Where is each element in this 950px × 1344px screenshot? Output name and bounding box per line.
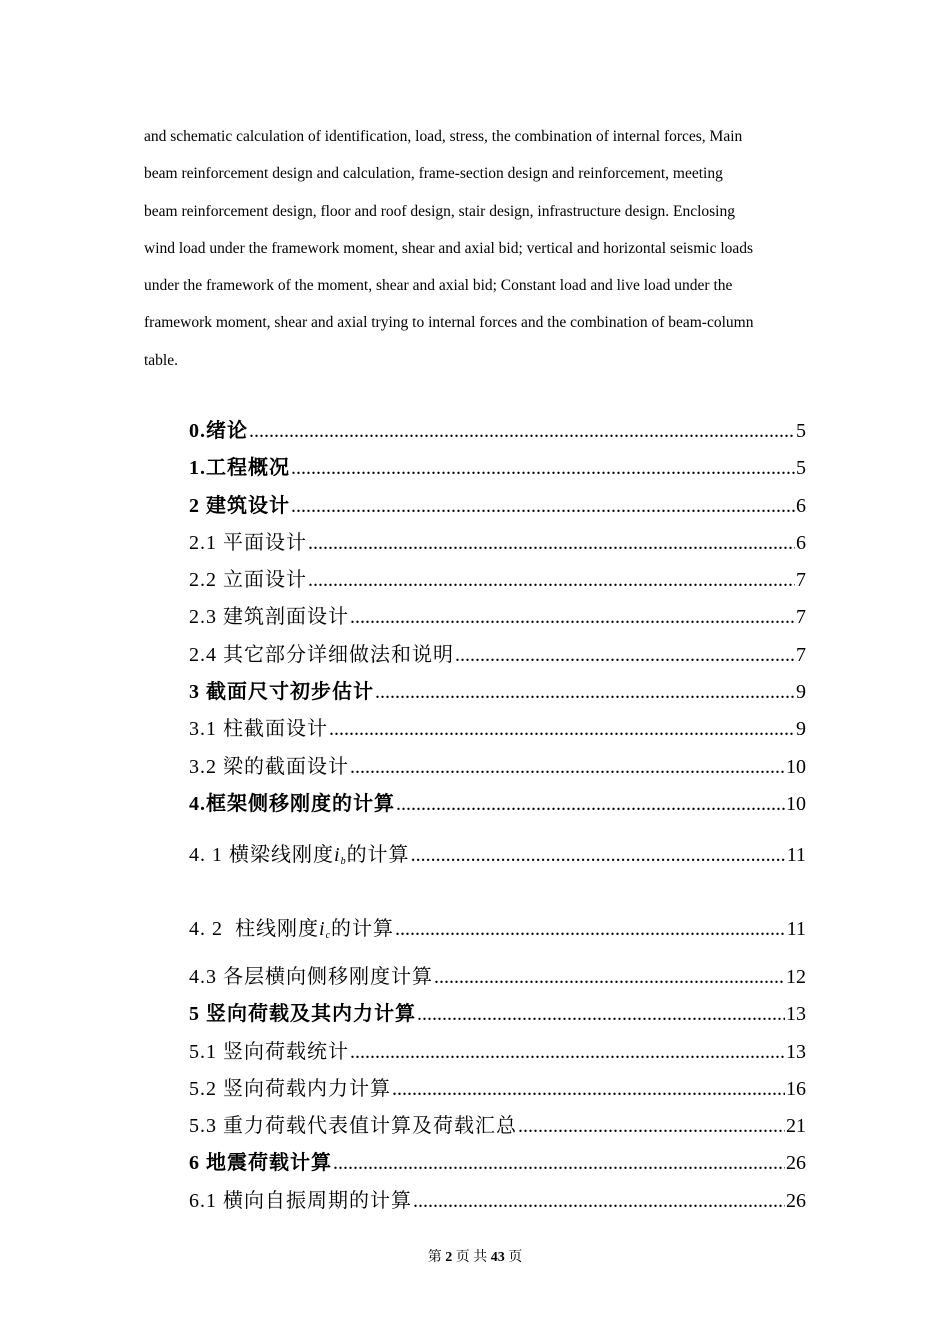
toc-entry-title: 5 竖向荷载及其内力计算 [189,1003,416,1026]
toc-entry[interactable] [189,1109,806,1146]
toc-entry-page: 5 [796,457,806,480]
toc-entry[interactable] [189,1184,806,1221]
toc-entry-page: 10 [786,755,806,778]
toc-leader-dots [417,1003,785,1026]
toc-entry-page: 11 [786,918,806,941]
toc-leader-dots [455,644,795,667]
toc-entry-title: 2.1 平面设计 [189,531,307,554]
toc-leader-dots [350,1041,785,1064]
toc-entry-title: 2 建筑设计 [189,494,290,517]
toc-entry-title: 2.4 其它部分详细做法和说明 [189,643,454,666]
toc-entry-page: 9 [796,718,806,741]
stiffness-symbol: i [334,844,341,867]
toc-entry[interactable] [189,1035,806,1072]
abstract-line: wind load under the framework moment, shear and axial bid; vertical and horizontal seismic loads [144,239,754,257]
toc-title-suffix: 的计算 [331,918,395,941]
toc-leader-dots [395,918,786,941]
toc-title-prefix: 4. 1 横梁线刚度 [189,844,334,867]
toc-entry[interactable] [189,489,806,526]
abstract-line: beam reinforcement design and calculation, frame-section design and reinforcement, meeting [144,165,723,183]
toc-leader-dots [308,532,795,555]
toc-entry-title: 4.3 各层横向侧移刚度计算 [189,966,433,989]
stiffness-subscript: b [340,856,347,868]
toc-entry[interactable] [189,563,806,600]
toc-entry[interactable] [189,750,806,787]
toc-entry-page: 7 [796,606,806,629]
stiffness-subscript: c [325,930,332,942]
toc-entry-title: 3.1 柱截面设计 [189,718,328,741]
toc-entry[interactable] [189,712,806,749]
toc-leader-dots [392,1078,785,1101]
toc-leader-dots [411,844,786,867]
toc-leader-dots [333,1152,785,1175]
toc-entry-title: 2.2 立面设计 [189,569,307,592]
toc-entry[interactable] [189,526,806,563]
toc-entry-page: 26 [786,1152,806,1175]
table-of-contents [189,414,806,1221]
toc-entry[interactable] [189,451,806,488]
toc-entry-title: 3 截面尺寸初步估计 [189,681,374,704]
toc-leader-dots [434,966,785,989]
toc-entry[interactable] [189,1072,806,1109]
toc-entry-page: 26 [786,1189,806,1212]
abstract-text [144,118,806,379]
toc-entry-title: 0.绪论 [189,420,248,442]
toc-entry-title [189,838,410,867]
toc-entry-title [189,912,394,941]
toc-entry-title: 1.工程概况 [189,457,290,480]
footer-total-pages: 43 [490,1250,505,1265]
abstract-line: table. [144,351,178,369]
toc-entry-title: 2.3 建筑剖面设计 [189,606,349,629]
toc-entry[interactable] [189,600,806,637]
toc-entry-page: 12 [786,966,806,989]
toc-entry[interactable] [189,886,806,948]
toc-leader-dots [350,756,785,779]
toc-leader-dots [308,569,795,592]
toc-entry-title: 5.3 重力荷载代表值计算及荷载汇总 [189,1115,517,1138]
toc-entry-title: 5.1 竖向荷载统计 [189,1040,349,1063]
toc-entry-page: 13 [786,1040,806,1063]
toc-entry-title: 6.1 横向自振周期的计算 [189,1189,412,1212]
abstract-line: framework moment, shear and axial trying to internal forces and the combination of beam-column [144,314,754,332]
toc-entry-page: 7 [796,569,806,592]
toc-entry[interactable] [189,1146,806,1183]
toc-leader-dots [518,1115,785,1138]
toc-entry-title: 4.框架侧移刚度的计算 [189,792,395,815]
footer-current-page: 2 [445,1250,453,1265]
toc-entry-title: 6 地震荷载计算 [189,1152,332,1175]
abstract-line: and schematic calculation of identification, load, stress, the combination of internal forces, Main [144,128,743,145]
toc-entry-page: 16 [786,1077,806,1100]
toc-entry[interactable] [189,948,806,997]
toc-leader-dots [350,606,795,629]
toc-entry-page: 13 [786,1003,806,1026]
abstract-line: beam reinforcement design, floor and roof design, stair design, infrastructure design. Enclosing [144,202,735,220]
footer-suffix: 页 [508,1250,523,1265]
toc-leader-dots [375,681,795,704]
toc-entry[interactable] [189,824,806,886]
stiffness-symbol: i [319,918,326,941]
page-footer [0,1246,950,1266]
toc-title-suffix: 的计算 [346,844,410,867]
toc-leader-dots [291,457,795,480]
toc-entry-title: 3.2 梁的截面设计 [189,755,349,778]
toc-entry[interactable] [189,414,806,451]
toc-title-prefix: 4. 2 柱线刚度 [189,918,319,941]
toc-entry[interactable] [189,638,806,675]
toc-entry[interactable] [189,997,806,1034]
footer-middle: 页 共 [455,1250,488,1265]
toc-entry[interactable] [189,787,806,824]
toc-leader-dots [291,495,795,518]
toc-entry[interactable] [189,675,806,712]
abstract-line: under the framework of the moment, shear and axial bid; Constant load and live load under the [144,277,733,295]
toc-entry-page: 21 [786,1115,806,1138]
toc-leader-dots [329,718,795,741]
toc-entry-page: 6 [796,494,806,517]
toc-leader-dots [396,793,785,816]
footer-prefix: 第 [427,1250,442,1265]
toc-entry-page: 7 [796,643,806,666]
toc-entry-page: 10 [786,792,806,815]
toc-entry-title: 5.2 竖向荷载内力计算 [189,1077,391,1100]
toc-entry-page: 9 [796,681,806,704]
toc-entry-page: 5 [796,420,806,442]
toc-entry-page: 11 [786,844,806,867]
toc-leader-dots [249,420,795,443]
toc-leader-dots [413,1190,785,1213]
toc-entry-page: 6 [796,531,806,554]
